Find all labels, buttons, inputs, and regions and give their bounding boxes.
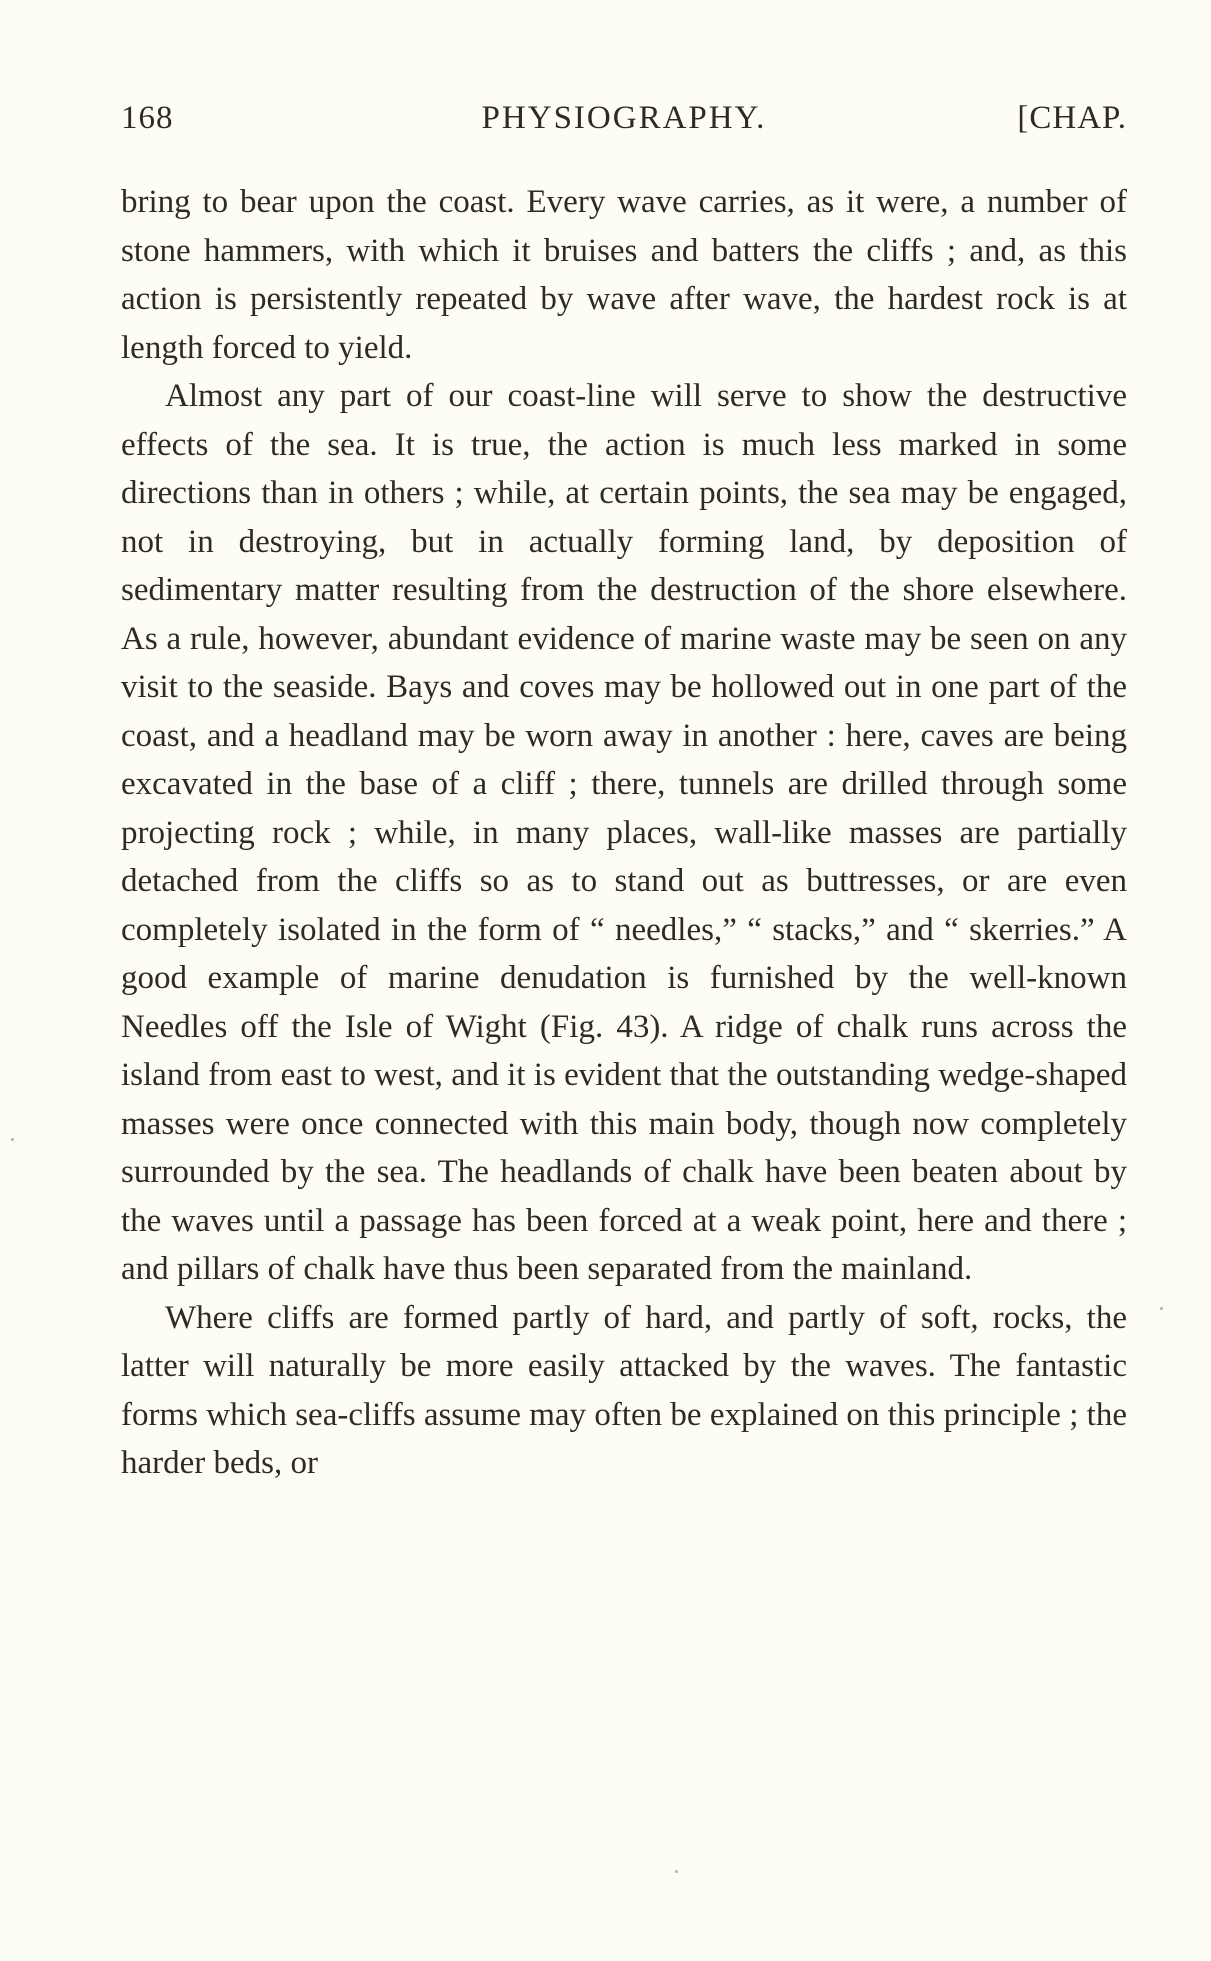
paragraph-continued: bring to bear upon the coast. Every wave carries, as it were, a number of stone hammers, with which it bruises and batters the cliffs ; and, as this action is persistently repeated by wave after wave, the hardest rock is at length forced to yield.: [121, 184, 1127, 366]
paper-speck: [675, 1870, 678, 1873]
paragraph-marine-denudation: Almost any part of our coast-line will serve to show the destructive effects of the sea. It is true, the action is much less marked in some directions than in others ; while, at certain points, the sea may be engaged, not in destroying, but in actually forming land, by deposition of sedimentary matter resulting from the destruction of the shore elsewhere. As a rule, however, abundant evidence of marine waste may be seen on any visit to the seaside. Bays and coves may be hollowed out in one part of the coast, and a headland may be worn away in another : here, caves are being excavated in the base of a cliff ; there, tunnels are drilled through some projecting rock ; while, in many places, wall-like masses are partially detached from the cliffs so as to stand out as buttresses, or are even completely isolated in the form of “ needles,” “ stacks,” and “ skerries.” A good example of marine denudation is furnished by the well-known Needles off the Isle of Wight (Fig. 43). A ridge of chalk runs across the island from east to west, and it is evident that the outstanding wedge-shaped masses were once connected with this main body, though now completely surrounded by the sea. The headlands of chalk have been beaten about by the waves until a passage has been forced at a weak point, here and there ; and pillars of chalk have thus been separated from the mainland.: [121, 378, 1127, 1287]
page-number: 168: [121, 100, 174, 136]
paper-speck: [11, 1138, 14, 1141]
page-header: [121, 100, 1127, 150]
chapter-mark: [CHAP.: [1017, 100, 1127, 136]
running-title: PHYSIOGRAPHY.: [481, 100, 767, 136]
body-text: [121, 178, 1127, 1488]
paragraph-hard-soft-rocks: Where cliffs are formed partly of hard, and partly of soft, rocks, the latter will naturally be more easily attacked by the waves. The fantastic forms which sea-cliffs assume may often be explained on this principle ; the harder beds, or: [121, 1299, 1127, 1481]
paper-speck: [1160, 1307, 1163, 1310]
